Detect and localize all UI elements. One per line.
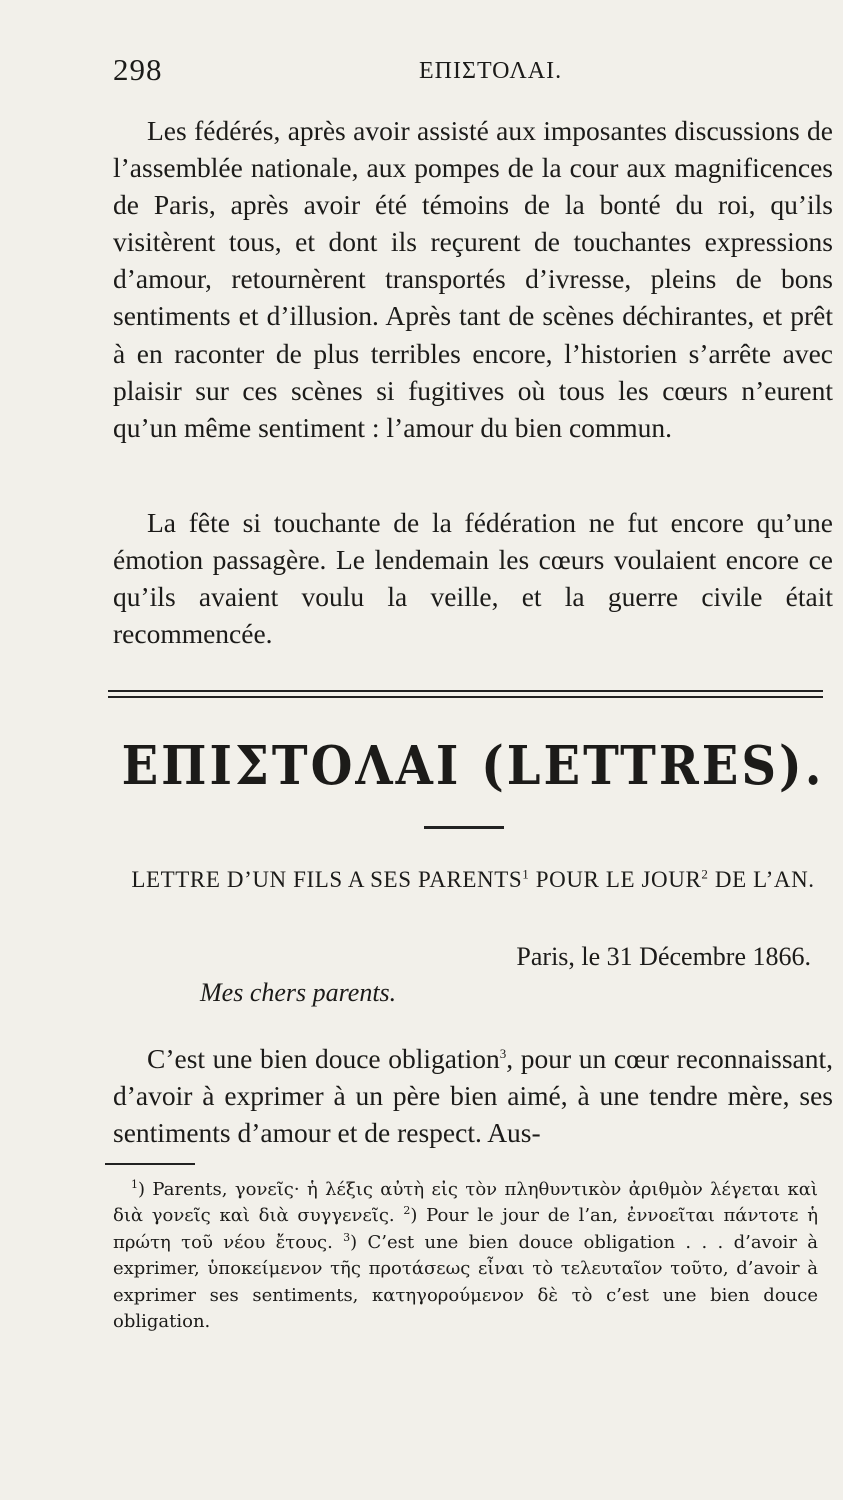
footnote-mark: 3 [343, 1230, 351, 1244]
letter-heading [113, 862, 833, 898]
letter-heading-text: POUR LE JOUR [529, 867, 702, 892]
footnote-text: ) Pour le jour de l’an, ἐννοεῖται πάντοτε ἡ πρώτη τοῦ νέου ἔτους. [113, 1205, 818, 1253]
footnote-ref: 2 [701, 866, 709, 882]
section-title: ΕΠΙΣΤΟΛΑΙ (LETTRES). [121, 734, 825, 798]
double-rule-divider [108, 690, 823, 698]
letter-body [113, 1040, 833, 1151]
letter-heading-text: LETTRE D’UN FILS A SES PARENTS [131, 867, 523, 892]
letter-heading-text: DE L’AN. [708, 867, 815, 892]
footnotes [113, 1177, 818, 1335]
footnote [113, 1177, 818, 1335]
footnote-ref: 1 [522, 866, 530, 882]
running-title: ΕΠΙΣΤΟΛΑΙ. [419, 58, 563, 84]
paragraph-fete [113, 504, 833, 652]
footnote-mark: 2 [403, 1204, 411, 1218]
running-head [113, 52, 833, 92]
letter-salutation: Mes chers parents. [200, 978, 397, 1007]
footnote-text: ) Parents, γονεῖς· ἡ λέξις αὐτὴ εἰς τὸν πληθυντικὸν ἀριθμὸν λέγεται καὶ διὰ γονεῖς καὶ διὰ συγγενεῖς. [113, 1179, 818, 1227]
footnote-separator [105, 1163, 195, 1165]
paragraph-text: Les fédérés, après avoir assisté aux imposantes discussions de l’assemblée nationale, aux pompes de la cour aux magnificences de Paris, après avoir été témoins de la bonté du roi, qu’ils visitèrent tous, et dont ils reçurent de touchantes expressions d’amour, retournèrent transportés d’ivresse, pleins de bons sentiments et d’illusion. Après tant de scènes déchirantes, et prêt à en raconter de plus terribles encore, l’historien s’arrête avec plaisir sur ces scènes si fugitives où tous les cœurs n’eurent qu’un même sentiment : l’amour du bien commun. [113, 115, 833, 443]
paragraph-text: La fête si touchante de la fédération ne fut encore qu’une émotion passagère. Le lendemain les cœurs voulaient encore ce qu’ils avaient voulu la veille, et la guerre civile était recommencée. [113, 507, 833, 650]
letter-dateline: Paris, le 31 Décembre 1866. [516, 942, 811, 971]
letter-body-text: C’est une bien douce obligation [147, 1043, 500, 1074]
letter-body-text: , pour un cœur reconnaissant, d’avoir à exprimer à un père bien aimé, à une tendre mère, ses sentiments d’amour et de respect. Aus- [113, 1043, 834, 1149]
short-rule-divider [424, 826, 504, 829]
footnote-text: ) C’est une bien douce obligation . . . d’avoir à exprimer, ὑποκείμενον τῆς προτάσεως εἶναι τὸ τελευταῖον τοῦτο, d’avoir à exprimer ses sentiments, κατηγορούμενον δὲ τὸ c’est une bien douce obligation. [113, 1231, 818, 1333]
paragraph-federes [113, 112, 833, 446]
page-number: 298 [113, 52, 163, 87]
footnote-mark: 1 [131, 1178, 138, 1191]
paragraph-text [113, 1040, 833, 1151]
footnote-ref: 3 [499, 1045, 507, 1061]
